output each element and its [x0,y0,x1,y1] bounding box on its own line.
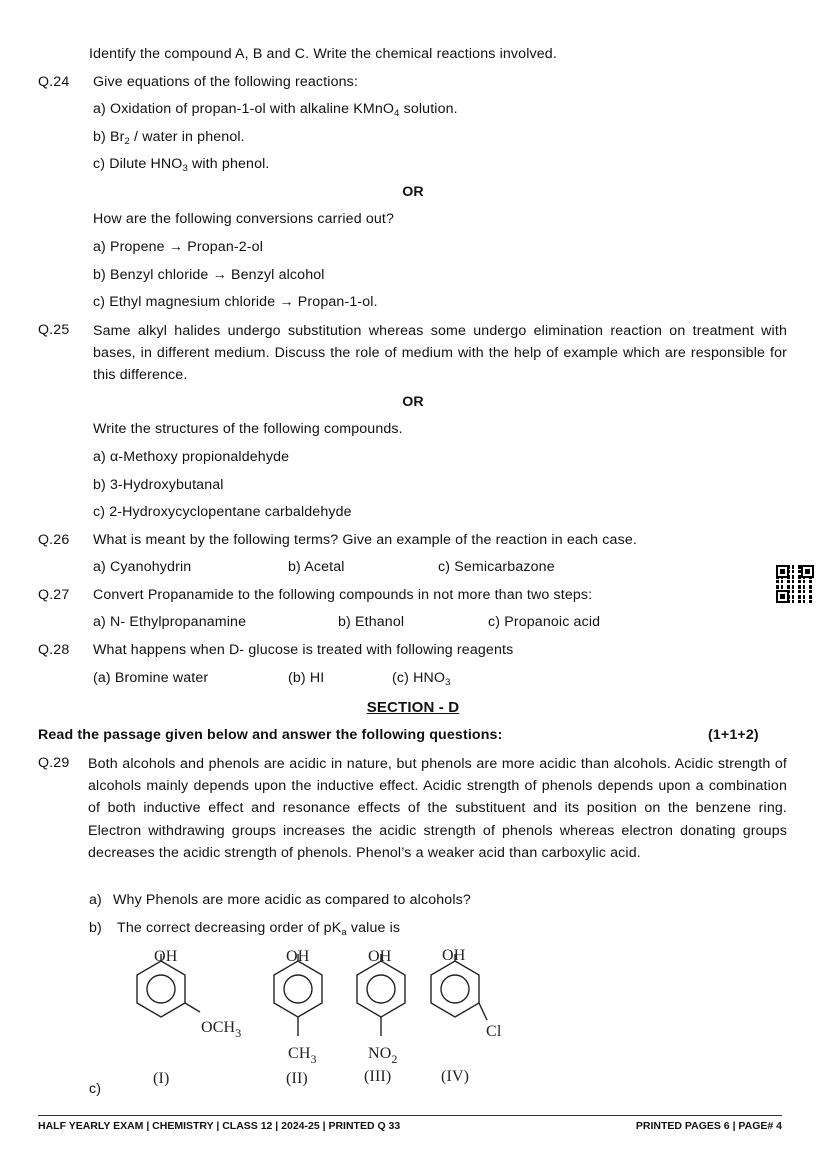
q27-part-c: c) Propanoic acid [488,614,601,630]
structure-2-sub: $CH_3$ [288,1045,317,1066]
q25-alt-a: a) α-Methoxy propionaldehyde [93,449,290,465]
arrow-icon: → [168,239,184,255]
q24-alt-text: How are the following conversions carried out? [93,211,395,227]
q28-part-a: (a) Bromine water [93,670,209,686]
q26-text: What is meant by the following terms? Give an example of the reaction in each case. [93,532,637,548]
structure-2-label: (II) [286,1070,308,1087]
q24-or: OR [402,184,424,200]
q29-a-text: Why Phenols are more acidic as compared to alcohols? [113,892,471,908]
q26-part-b: b) Acetal [288,559,345,575]
intro-line: Identify the compound A, B and C. Write the chemical reactions involved. [89,46,557,62]
q28-part-b: (b) HI [288,670,325,686]
q25-or: OR [402,394,424,410]
q29-number: Q.29 [38,755,70,771]
structure-3-oh: OH [368,948,392,965]
section-title: SECTION - D [366,699,460,716]
passage-instruction: Read the passage given below and answer the following questions: [38,727,503,743]
q24-alt-c: c) Ethyl magnesium chloride → Propan-1-ol. [93,294,378,310]
q24-alt-b: b) Benzyl chloride → Benzyl alcohol [93,267,325,283]
structure-3-sub: $NO_2$ [368,1045,398,1066]
q25-alt-c: c) 2-Hydroxycyclopentane carbaldehyde [93,504,352,520]
phenol-structures-figure [120,942,520,1088]
q28-text: What happens when D- glucose is treated with following reagents [93,642,514,658]
q24-number: Q.24 [38,74,70,90]
structure-1-label: (I) [153,1070,170,1087]
footer-divider [38,1115,782,1116]
structure-4-sub: Cl [486,1023,502,1040]
passage-marks: (1+1+2) [708,727,759,743]
structure-3-label: (III) [364,1068,392,1085]
q25-alt-b: b) 3-Hydroxybutanal [93,477,224,493]
q27-number: Q.27 [38,587,70,603]
q24-text: Give equations of the following reactions: [93,74,358,90]
q29-c-label: c) [89,1081,102,1097]
structure-1-sub: $OCH_3$ [201,1019,242,1040]
q27-part-a: a) N- Ethylpropanamine [93,614,247,630]
q24-part-a: a) Oxidation of propan-1-ol with alkaline KMnO$_4$ solution. [93,101,458,119]
arrow-icon: → [279,294,294,310]
structure-4-oh: OH [442,947,466,964]
structure-2-oh: OH [286,948,310,965]
structure-3-ring [357,954,405,1036]
footer-right: PRINTED PAGES 6 | PAGE# 4 [635,1120,782,1132]
arrow-icon: → [212,267,227,283]
q29-b-label: b) [89,920,102,936]
q24-part-b: b) $Br_2$ / water in phenol. [93,129,245,147]
structure-1-oh: OH [154,948,178,965]
q29-b-text: The correct decreasing order of $pK_a$ value is [117,920,401,938]
q25-text: Same alkyl halides undergo substitution whereas some undergo elimination reaction on treatment with bases, in different medium. Discuss the role of medium with the help of example which are responsible for this difference. [93,323,787,384]
q24-part-c: c) Dilute $HNO_3$ with phenol. [93,156,270,174]
q27-text: Convert Propanamide to the following compounds in not more than two steps: [93,587,593,603]
q26-number: Q.26 [38,532,70,548]
qr-code-finders [776,565,814,603]
q28-part-c: (c) $HNO_3$ [392,670,451,688]
structure-2-ring [274,954,322,1036]
q28-number: Q.28 [38,642,70,658]
q29-a-label: a) [89,892,102,908]
q24-alt-a: a) Propene → Propan-2-ol [93,239,264,255]
q29-passage: Both alcohols and phenols are acidic in nature, but phenols are more acidic than alcohols. Acidic strength of alcohols mainly depends upon the inductive effect. Acidic strength of phenols depends upon a combination of both inductive effect and resonance effects of the substituent and its position on the benzene ring. Electron withdrawing groups increases the acidic strength of phenols whereas electron donating groups decreases the acidic strength of phenols. Phenol’s a weaker acid than carboxylic acid. [88,756,787,861]
q27-part-b: b) Ethanol [338,614,405,630]
footer-left: HALF YEARLY EXAM | CHEMISTRY | CLASS 12 | 2024-25 | PRINTED Q 33 [38,1120,401,1132]
q25-number: Q.25 [38,322,70,338]
q25-alt-text: Write the structures of the following compounds. [93,421,403,437]
structure-4-label: (IV) [441,1068,470,1085]
q26-part-c: c) Semicarbazone [438,559,555,575]
q26-part-a: a) Cyanohydrin [93,559,192,575]
